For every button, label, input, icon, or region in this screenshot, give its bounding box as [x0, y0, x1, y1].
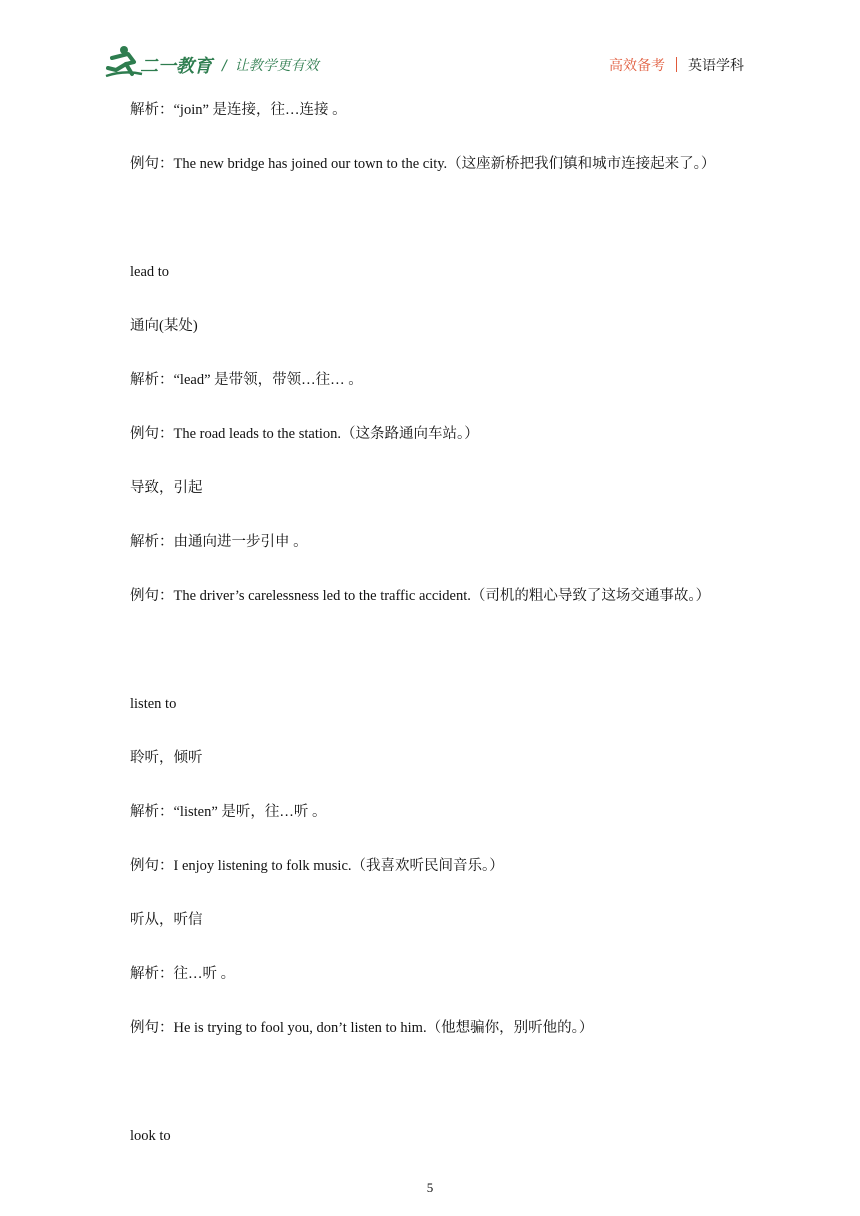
slogan: [222, 55, 319, 75]
runner-logo-icon: [104, 44, 144, 80]
example-listen-1: 例句：I enjoy listening to folk music.（我喜欢听民间音乐。）: [130, 858, 504, 874]
analysis-listen-1: 解析：“listen” 是听，往…听 。: [130, 804, 327, 820]
tag-subject: 英语学科: [688, 58, 744, 74]
analysis-lead-1: 解析：“lead” 是带领，带领…往… 。: [130, 372, 363, 388]
slogan-slash: /: [222, 58, 227, 74]
phrase-lead-to: lead to: [130, 264, 170, 280]
header-tags: [609, 55, 744, 75]
meaning-listen-1: 聆听，倾听: [130, 750, 203, 766]
meaning-lead-2: 导致，引起: [130, 480, 203, 496]
meaning-listen-2: 听从，听信: [130, 912, 203, 928]
meaning-lead-1: 通向(某处): [130, 318, 198, 334]
tag-exam-prep: 高效备考: [609, 58, 665, 74]
brand-name: 二一教育: [140, 56, 212, 77]
analysis-join: 解析：“join” 是连接，往…连接 。: [130, 102, 347, 118]
slogan-text: 让教学更有效: [234, 58, 319, 74]
example-lead-2: 例句：The driver’s carelessness led to the traffic accident.（司机的粗心导致了这场交通事故。）: [130, 588, 711, 604]
analysis-lead-2: 解析：由通向进一步引申 。: [130, 534, 308, 550]
example-join: 例句：The new bridge has joined our town to the city.（这座新桥把我们镇和城市连接起来了。）: [130, 156, 716, 172]
logo: [104, 44, 224, 80]
page-header: [0, 0, 860, 90]
analysis-listen-2: 解析：往…听 。: [130, 966, 236, 982]
example-listen-2: 例句：He is trying to fool you, don’t listen to him.（他想骗你，别听他的。）: [130, 1020, 594, 1036]
tag-divider: [676, 57, 677, 72]
example-lead-1: 例句：The road leads to the station.（这条路通向车站。）: [130, 426, 479, 442]
phrase-listen-to: listen to: [130, 696, 177, 712]
phrase-look-to: look to: [130, 1128, 171, 1144]
page-number: 5: [426, 1180, 434, 1195]
